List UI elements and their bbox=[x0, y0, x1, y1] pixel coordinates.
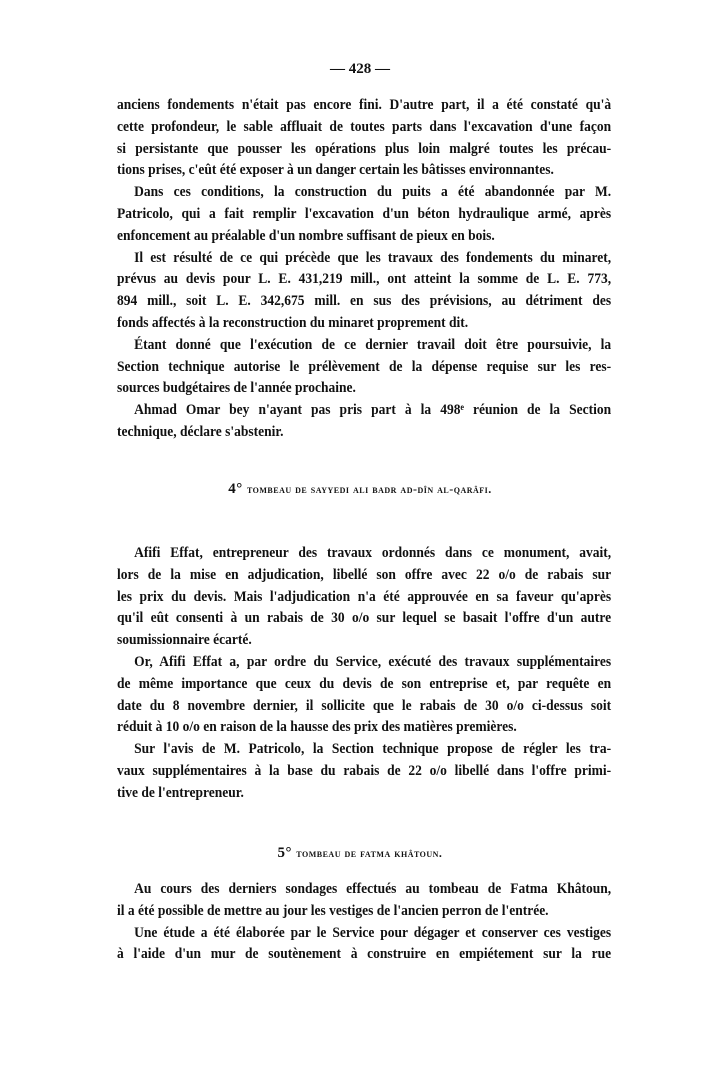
text-line: tions prises, c'eût été exposer à un danger certain les bâtisses environnantes. bbox=[117, 162, 554, 179]
paragraph bbox=[117, 95, 611, 182]
text-line: si persistante que pousser les opérations plus loin malgré toutes les précau- bbox=[117, 140, 612, 157]
text-line: Patricolo, qui a fait remplir l'excavation d'un béton hydraulique armé, après bbox=[117, 205, 612, 222]
text-line: soumissionnaire écarté. bbox=[117, 632, 252, 649]
text-line: Sur l'avis de M. Patricolo, la Section technique propose de régler les tra- bbox=[134, 741, 612, 758]
section-heading-4 bbox=[0, 481, 720, 498]
text-line: fonds affectés à la reconstruction du minaret proprement dit. bbox=[117, 314, 469, 331]
text-line: de même importance que ceux du devis de son entreprise et, par requête en bbox=[117, 675, 612, 692]
text-line: à l'aide d'un mur de soutènement à construire en empiétement sur la rue bbox=[117, 946, 612, 963]
text-line: prévus au devis pour L. E. 431,219 mill., ont atteint la somme de L. E. 773, bbox=[117, 271, 612, 288]
text-line: Étant donné que l'exécution de ce dernier travail doit être poursuivie, la bbox=[134, 336, 612, 353]
paragraph bbox=[117, 248, 611, 335]
text-line: vaux supplémentaires à la base du rabais de 22 o/o libellé dans l'offre primi- bbox=[117, 762, 612, 779]
text-line: Section technique autorise le prélèvement de la dépense requise sur les res- bbox=[117, 358, 612, 375]
text-line: Ahmad Omar bey n'ayant pas pris part à la 498ᵉ réunion de la Section bbox=[134, 402, 612, 419]
text-line: il a été possible de mettre au jour les vestiges de l'ancien perron de l'entrée. bbox=[117, 902, 549, 919]
paragraph bbox=[117, 879, 611, 923]
section-tombeau-sayyedi-ali-text bbox=[117, 543, 611, 805]
section-minaret-text bbox=[117, 95, 611, 444]
paragraph bbox=[117, 182, 611, 247]
paragraph bbox=[117, 335, 611, 400]
heading-number: 5° bbox=[277, 845, 293, 861]
text-line: date du 8 novembre dernier, il sollicite que le rabais de 30 o/o ci-dessus soit bbox=[117, 697, 612, 714]
paragraph bbox=[117, 923, 611, 967]
text-line: technique, déclare s'abstenir. bbox=[117, 423, 284, 440]
text-line: Afifi Effat, entrepreneur des travaux ordonnés dans ce monument, avait, bbox=[134, 545, 612, 561]
text-line: Or, Afifi Effat a, par ordre du Service, exécuté des travaux supplémentaires bbox=[134, 653, 612, 670]
text-line: enfoncement au préalable d'un nombre suffisant de pieux en bois. bbox=[117, 227, 495, 244]
text-line: Dans ces conditions, la construction du puits a été abandonnée par M. bbox=[134, 184, 612, 201]
text-line: cette profondeur, le sable affluait de toutes parts dans l'excavation d'une façon bbox=[117, 118, 612, 135]
paragraph bbox=[117, 400, 611, 444]
page-number: — 428 — bbox=[330, 61, 390, 77]
text-line: les prix du devis. Mais l'adjudication n'a été approuvée en sa faveur qu'après bbox=[117, 588, 612, 605]
heading-number: 4° bbox=[228, 481, 243, 497]
text-line: réduit à 10 o/o en raison de la hausse des prix des matières premières. bbox=[117, 719, 517, 736]
text-line: anciens fondements n'était pas encore fini. D'autre part, il a été constaté qu'à bbox=[117, 97, 612, 113]
text-line: sources budgétaires de l'année prochaine. bbox=[117, 380, 356, 397]
text-line: lors de la mise en adjudication, libellé son offre avec 22 o/o de rabais sur bbox=[117, 566, 612, 583]
section-heading-5 bbox=[0, 845, 720, 862]
text-line: 894 mill., soit L. E. 342,675 mill. en sus des prévisions, au détriment des bbox=[117, 293, 612, 310]
text-line: tive de l'entrepreneur. bbox=[117, 784, 244, 801]
text-line: Une étude a été élaborée par le Service pour dégager et conserver ces vestiges bbox=[134, 924, 612, 941]
paragraph bbox=[117, 543, 611, 652]
paragraph bbox=[117, 652, 611, 739]
text-line: Au cours des derniers sondages effectués au tombeau de Fatma Khâtoun, bbox=[134, 881, 612, 897]
section-fatma-khatoun-text bbox=[117, 879, 611, 966]
text-line: qu'il eût consenti à un rabais de 30 o/o sur lequel se basait l'offre d'un autre bbox=[117, 610, 612, 627]
heading-title: tombeau de sayyedi ali badr ad-dîn al-qarâfi. bbox=[246, 482, 492, 496]
heading-title: tombeau de fatma khâtoun. bbox=[296, 846, 443, 860]
paragraph bbox=[117, 739, 611, 804]
text-line: Il est résulté de ce qui précède que les travaux des fondements du minaret, bbox=[134, 249, 612, 266]
